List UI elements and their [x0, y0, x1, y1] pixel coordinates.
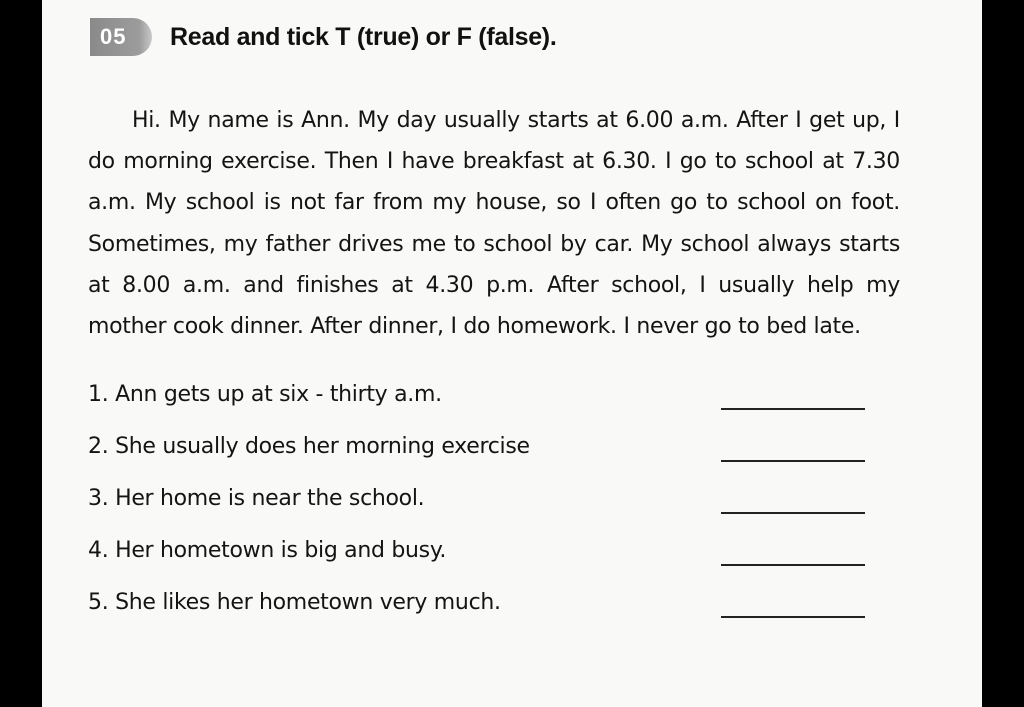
exercise-instruction: Read and tick T (true) or F (false).	[170, 22, 557, 51]
answer-blank[interactable]	[721, 564, 865, 566]
question-text: 3. Her home is near the school.	[88, 486, 425, 511]
question-text: 5. She likes her hometown very much.	[88, 590, 501, 615]
worksheet-page	[42, 0, 982, 707]
question-item	[88, 424, 868, 476]
question-text: 4. Her hometown is big and busy.	[88, 538, 447, 563]
question-item	[88, 580, 868, 632]
question-list	[88, 372, 868, 632]
answer-blank[interactable]	[721, 512, 865, 514]
question-item	[88, 476, 868, 528]
exercise-header	[90, 18, 556, 56]
exercise-number-badge: 05	[90, 18, 152, 56]
question-item	[88, 372, 868, 424]
answer-blank[interactable]	[721, 616, 865, 618]
answer-blank[interactable]	[721, 460, 865, 462]
answer-blank[interactable]	[721, 408, 865, 410]
question-text: 1. Ann gets up at six - thirty a.m.	[88, 382, 442, 407]
question-text: 2. She usually does her morning exercise	[88, 434, 530, 459]
reading-passage: Hi. My name is Ann. My day usually starts at 6.00 a.m. After I get up, I do morning exercise. Then I have breakfast at 6.30. I go to school at 7.30 a.m. My school is not far from my house, so I often go to school on foot. Sometimes, my father drives me to school by car. My school always starts at 8.00 a.m. and finishes at 4.30 p.m. After school, I usually help my mother cook dinner. After dinner, I do homework. I never go to bed late.	[88, 108, 900, 340]
question-item	[88, 528, 868, 580]
